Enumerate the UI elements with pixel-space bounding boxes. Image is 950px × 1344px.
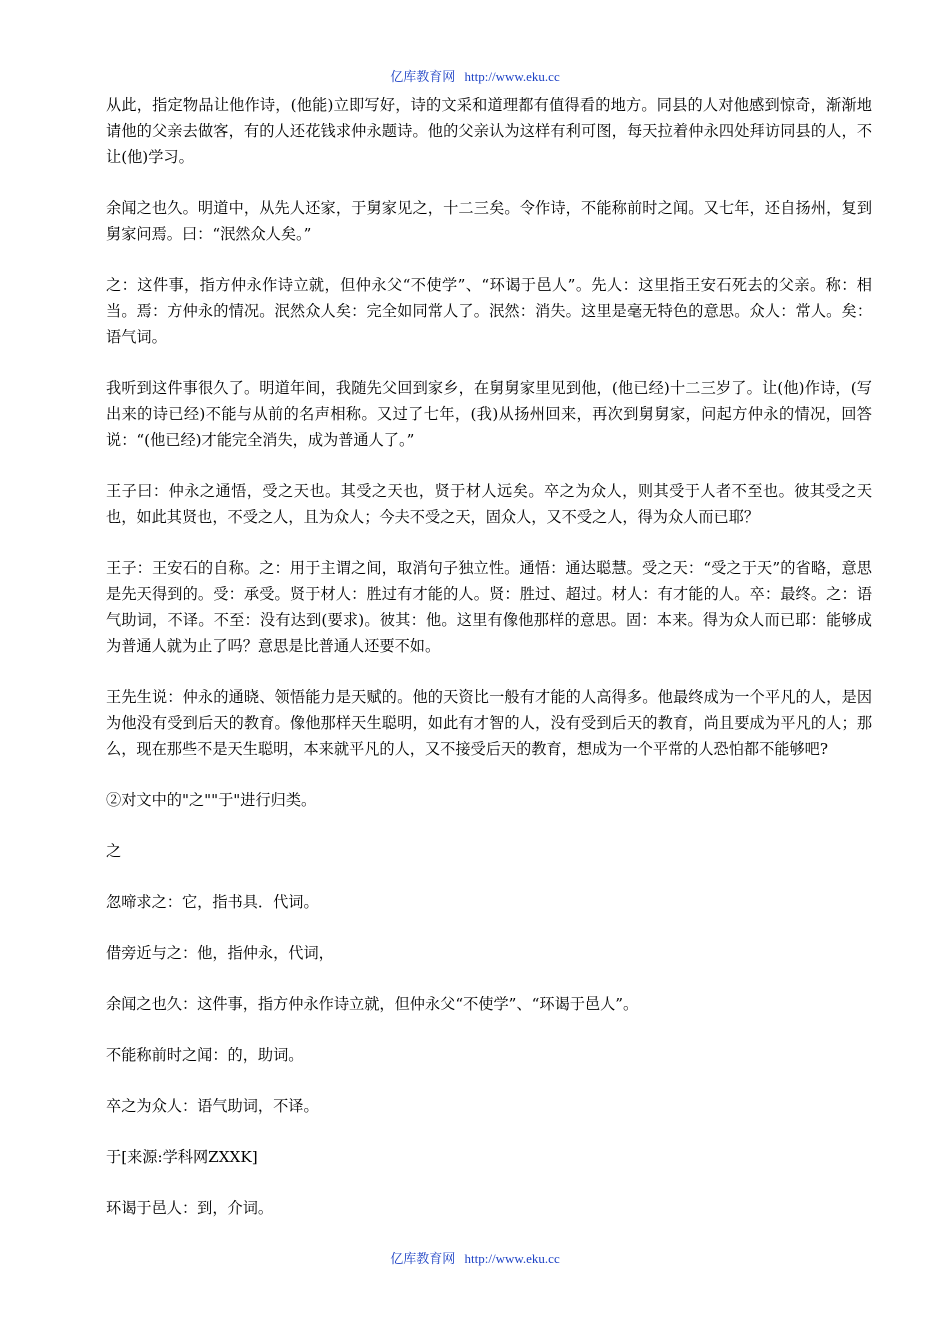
paragraph-translation-2: 我听到这件事很久了。明道年间，我随先父回到家乡，在舅舅家里见到他，(他已经)十二三岁了。让(他)作诗，(写出来的诗已经)不能与从前的名声相称。又过了七年，(我)从扬州回来，再次到舅舅家，问起方仲永的情况，回答说：“(他已经)才能完全消失，成为普通人了。” [106,379,872,449]
example-zhi-1: 忽啼求之：它，指书具．代词。 [106,893,319,911]
paragraph-translation-3: 王先生说：仲永的通晓、领悟能力是天赋的。他的天资比一般有才能的人高得多。他最终成为一个平凡的人，是因为他没有受到后天的教育。像他那样天生聪明，如此有才智的人，没有受到后天的教育，尚且要成为平凡的人；那么，现在那些不是天生聪明，本来就平凡的人，又不接受后天的教育，想成为一个平常的人恐怕都不能够吧? [106,688,872,758]
paragraph-notes-2: 之：这件事，指方仲永作诗立就，但仲永父“不使学”、“环谒于邑人”。先人：这里指王安石死去的父亲。称：相当。焉：方仲永的情况。泯然众人矣：完全如同常人了。泯然：消失。这里是毫无特色的意思。众人：常人。矣：语气词。 [106,276,872,346]
example-zhi-4: 不能称前时之闻：的，助词。 [106,1046,304,1064]
category-zhi: 之 [106,842,122,860]
paragraph-translation-1: 从此，指定物品让他作诗，(他能)立即写好，诗的文采和道理都有值得看的地方。同县的人对他感到惊奇，渐渐地请他的父亲去做客，有的人还花钱求仲永题诗。他的父亲认为这样有利可图，每天拉着仲永四处拜访同县的人，不让(他)学习。 [106,96,872,166]
header-site-name: 亿库教育网 [390,69,456,84]
example-zhi-3: 余闻之也久：这件事，指方仲永作诗立就，但仲永父“不使学”、“环谒于邑人”。 [106,995,639,1013]
page-footer [0,1248,950,1267]
example-yu-1: 环谒于邑人：到，介词。 [106,1199,274,1217]
footer-site-name: 亿库教育网 [390,1251,456,1266]
header-url[interactable]: http://www.eku.cc [464,69,560,84]
question-classify: ②对文中的"之""于"进行归类。 [106,791,317,809]
paragraph-notes-3: 王子：王安石的自称。之：用于主谓之间，取消句子独立性。通悟：通达聪慧。受之天：“受之于天”的省略，意思是先天得到的。受：承受。贤于材人：胜过有才能的人。贤：胜过、超过。材人：有才能的人。卒：最终。之：语气助词，不译。不至：没有达到(要求)。彼其：他。这里有像他那样的意思。固：本来。得为众人而已耶：能够成为普通人就为止了吗？意思是比普通人还要不如。 [106,559,872,655]
paragraph-original-3: 王子曰：仲永之通悟，受之天也。其受之天也，贤于材人远矣。卒之为众人，则其受于人者不至也。彼其受之天也，如此其贤也，不受之人，且为众人；今夫不受之天，固众人，又不受之人，得为众人而已耶？ [106,482,872,526]
page-header [0,66,950,85]
footer-url[interactable]: http://www.eku.cc [464,1251,560,1266]
category-yu: 于[来源:学科网ZXXK] [106,1148,258,1166]
example-zhi-5: 卒之为众人：语气助词，不译。 [106,1097,319,1115]
example-zhi-2: 借旁近与之：他，指仲永，代词， [106,944,334,962]
paragraph-original-2: 余闻之也久。明道中，从先人还家，于舅家见之，十二三矣。令作诗，不能称前时之闻。又七年，还自扬州，复到舅家问焉。曰：“泯然众人矣。” [106,199,872,243]
document-body [106,92,872,1246]
